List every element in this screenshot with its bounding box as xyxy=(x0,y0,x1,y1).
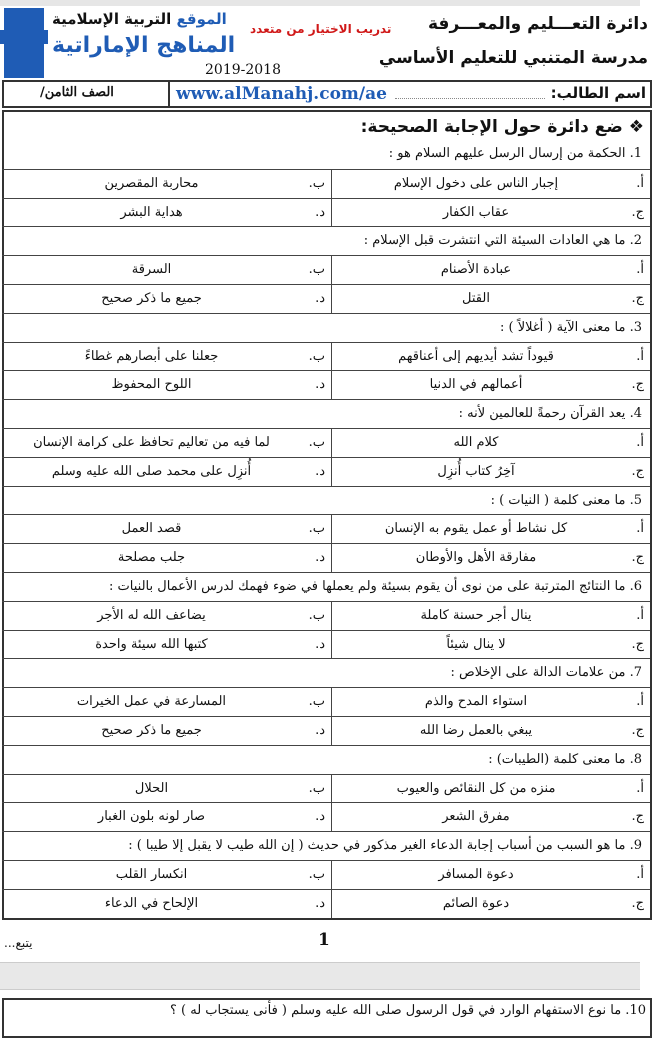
option-2[interactable] xyxy=(2,515,331,543)
option-letter: أ. xyxy=(636,348,644,364)
option-text: إجبار الناس على دخول الإسلام xyxy=(393,175,559,191)
option-4[interactable] xyxy=(2,371,331,399)
question-text: ما معنى الآية ( أغلالاً ) : xyxy=(500,319,626,335)
option-text: قصد العمل xyxy=(121,521,182,537)
option-letter: د. xyxy=(315,204,325,220)
option-text: هداية البشر xyxy=(120,204,183,220)
options-row xyxy=(2,370,650,399)
options-row xyxy=(2,774,650,803)
option-3[interactable] xyxy=(331,371,650,399)
option-text: كتبها الله سيئة واحدة xyxy=(95,636,208,652)
question-number: 5. xyxy=(629,492,642,508)
option-3[interactable] xyxy=(331,803,650,831)
option-letter: ج. xyxy=(631,291,644,306)
options-row xyxy=(2,514,650,543)
option-text: الحلال xyxy=(134,780,169,796)
option-text: منزه من كل النقائص والعيوب xyxy=(396,780,556,796)
option-4[interactable] xyxy=(2,458,331,486)
option-letter: ب. xyxy=(308,262,325,278)
option-letter: أ. xyxy=(636,694,644,710)
instruction-title: ❖ ضع دائرة حول الإجابة الصحيحة: xyxy=(360,117,644,137)
organization-name: دائرة التعـــليم والمعـــرفة xyxy=(428,14,648,34)
student-name-label: اسم الطالب: xyxy=(550,84,646,102)
option-text: كل نشاط أو عمل يقوم به الإنسان xyxy=(384,521,568,537)
option-letter: ب. xyxy=(308,607,325,623)
grade-label: الصف الثامن/ xyxy=(40,85,114,100)
option-2[interactable] xyxy=(2,688,331,716)
option-letter: أ. xyxy=(636,780,644,796)
option-letter: أ. xyxy=(636,867,644,882)
option-3[interactable] xyxy=(331,544,650,572)
option-letter: أ. xyxy=(636,262,644,278)
watermark-logo-bar xyxy=(0,30,48,44)
page-number: 1 xyxy=(318,930,330,950)
option-2[interactable] xyxy=(2,775,331,803)
options-row xyxy=(2,630,650,659)
option-text: مفارقة الأهل والأوطان xyxy=(415,550,537,566)
option-1[interactable] xyxy=(331,515,650,543)
option-2[interactable] xyxy=(2,256,331,284)
option-text: السرقة xyxy=(131,262,172,278)
question-text: ما معنى كلمة (الطيبات) : xyxy=(488,751,626,767)
option-1[interactable] xyxy=(331,688,650,716)
question-text: ما معنى كلمة ( النيات ) : xyxy=(490,492,626,508)
option-text: عبادة الأصنام xyxy=(440,262,512,278)
option-3[interactable] xyxy=(331,199,650,227)
watermark-url-link[interactable]: www.alManahj.com/ae xyxy=(176,84,387,104)
option-2[interactable] xyxy=(2,429,331,457)
options-row xyxy=(2,601,650,630)
option-letter: ب. xyxy=(308,175,325,191)
option-letter: د. xyxy=(315,550,325,566)
exam-subtitle: تدريب الاختيار من متعدد xyxy=(250,22,392,36)
options-row xyxy=(2,860,650,889)
question-1 xyxy=(2,140,650,169)
option-letter: ب. xyxy=(308,435,325,450)
option-text: عقاب الكفار xyxy=(442,204,510,220)
option-1[interactable] xyxy=(331,775,650,803)
option-3[interactable] xyxy=(331,285,650,313)
option-text: أُنزِل على محمد صلى الله عليه وسلم xyxy=(51,463,252,479)
watermark-site-title xyxy=(52,10,227,28)
option-text: مفرق الشعر xyxy=(442,809,510,825)
question-text: من علامات الدالة على الإخلاص : xyxy=(450,665,626,681)
option-letter: أ. xyxy=(636,607,644,623)
options-row xyxy=(2,342,650,371)
option-2[interactable] xyxy=(2,602,331,630)
academic-year: 2019-2018 xyxy=(205,62,281,78)
option-letter: ج. xyxy=(631,204,644,220)
option-letter: أ. xyxy=(636,521,644,537)
option-1[interactable] xyxy=(331,861,650,889)
option-letter: د. xyxy=(315,291,325,306)
question-text: الحكمة من إرسال الرسل عليهم السلام هو : xyxy=(388,146,626,161)
option-text: لا ينال شيئاً xyxy=(446,636,506,652)
option-1[interactable] xyxy=(331,170,650,198)
option-text: جلب مصلحة xyxy=(117,550,186,566)
options-row xyxy=(2,284,650,313)
question-number: 8. xyxy=(629,751,642,767)
options-row xyxy=(2,457,650,486)
option-letter: د. xyxy=(315,463,325,479)
watermark-site-b: التربية الإسلامية xyxy=(52,10,172,28)
option-3[interactable] xyxy=(331,890,650,918)
option-letter: ب. xyxy=(308,694,325,710)
question-number: 6. xyxy=(629,579,642,594)
option-letter: ج. xyxy=(631,895,644,911)
option-letter: ب. xyxy=(308,867,325,882)
question-number: 7. xyxy=(629,665,642,681)
option-letter: ج. xyxy=(631,809,644,825)
question-text: يعد القرآن رحمةً للعالمين لأنه : xyxy=(458,406,626,422)
option-text: يضاعف الله له الأجر xyxy=(97,607,206,623)
question-2 xyxy=(2,226,650,255)
option-4[interactable] xyxy=(2,717,331,745)
option-4[interactable] xyxy=(2,803,331,831)
option-text: صار لونه بلون الغبار xyxy=(97,809,206,825)
student-info-divider xyxy=(168,80,170,108)
question-number: 2. xyxy=(629,233,642,249)
option-letter: ب. xyxy=(308,348,325,364)
option-1[interactable] xyxy=(331,429,650,457)
options-row xyxy=(2,428,650,457)
option-text: أعمالهم في الدنيا xyxy=(429,377,523,393)
question-8 xyxy=(2,745,650,774)
option-letter: ج. xyxy=(631,550,644,566)
option-text: قيوداً تشد أيديهم إلى أعناقهم xyxy=(398,348,554,364)
option-text: جميع ما ذكر صحيح xyxy=(101,723,202,738)
question-number: 4. xyxy=(629,406,642,422)
option-letter: د. xyxy=(315,895,325,911)
option-letter: د. xyxy=(315,636,325,652)
option-text: استواء المدح والذم xyxy=(424,694,528,710)
options-row xyxy=(2,543,650,572)
question-10: 10. ما نوع الاستفهام الوارد في قول الرسول صلى الله عليه وسلم ( فأنى يستجاب له ) ؟ xyxy=(170,1003,646,1018)
option-3[interactable] xyxy=(331,458,650,486)
option-letter: أ. xyxy=(636,435,644,450)
option-4[interactable] xyxy=(2,544,331,572)
option-letter: ب. xyxy=(308,780,325,796)
option-1[interactable] xyxy=(331,256,650,284)
options-row xyxy=(2,802,650,831)
option-4[interactable] xyxy=(2,631,331,659)
option-letter: ب. xyxy=(308,521,325,537)
question-5 xyxy=(2,486,650,515)
option-text: يبغي بالعمل رضا الله xyxy=(419,723,533,738)
question-4 xyxy=(2,399,650,428)
option-4[interactable] xyxy=(2,199,331,227)
option-letter: ج. xyxy=(631,377,644,393)
options-row xyxy=(2,198,650,227)
option-text: جعلنا على أبصارهم غطاءً xyxy=(84,348,219,364)
watermark-site-a: الموقع xyxy=(176,10,227,28)
option-letter: ج. xyxy=(631,723,644,738)
option-text: كلام الله xyxy=(453,435,499,450)
option-letter: ج. xyxy=(631,463,644,479)
question-text: ما هو السبب من أسباب إجابة الدعاء الغير مذكور في حديث ( إن الله طيب لا يقبل إلا طيبا ) : xyxy=(128,838,626,854)
question-7 xyxy=(2,658,650,687)
option-letter: د. xyxy=(315,809,325,825)
viewer-top-bar xyxy=(0,0,640,6)
question-number: 3. xyxy=(629,319,642,335)
page-separator xyxy=(0,962,640,990)
options-row xyxy=(2,716,650,745)
continue-note: يتبع... xyxy=(4,936,33,950)
question-text: ما النتائج المترتبة على من نوى أن يقوم بسيئة ولم يعملها في ضوء فهمك لدرس الأعمال بالنيات : xyxy=(109,579,626,594)
question-3 xyxy=(2,313,650,342)
option-text: دعوة الصائم xyxy=(442,895,510,911)
options-row xyxy=(2,169,650,198)
option-text: آخِرُ كتاب أُنزِل xyxy=(437,463,515,479)
option-3[interactable] xyxy=(331,717,650,745)
option-text: محاربة المقصرين xyxy=(104,175,199,191)
option-3[interactable] xyxy=(331,631,650,659)
option-letter: ج. xyxy=(631,636,644,652)
option-text: دعوة المسافر xyxy=(438,867,514,882)
option-text: انكسار القلب xyxy=(115,867,188,882)
option-text: ينال أجر حسنة كاملة xyxy=(420,607,532,623)
option-letter: د. xyxy=(315,723,325,738)
option-2[interactable] xyxy=(2,343,331,371)
option-1[interactable] xyxy=(331,343,650,371)
option-letter: أ. xyxy=(636,175,644,191)
option-text: جميع ما ذكر صحيح xyxy=(101,291,202,306)
option-2[interactable] xyxy=(2,861,331,889)
option-4[interactable] xyxy=(2,285,331,313)
student-name-line[interactable] xyxy=(395,98,545,99)
question-number: 1. xyxy=(629,146,642,161)
option-4[interactable] xyxy=(2,890,331,918)
question-6 xyxy=(2,572,650,601)
school-name: مدرسة المتنبي للتعليم الأساسي xyxy=(378,48,648,68)
options-row xyxy=(2,255,650,284)
question-9 xyxy=(2,831,650,860)
option-text: الإلحاح في الدعاء xyxy=(104,895,199,911)
option-letter: د. xyxy=(315,377,325,393)
option-text: لما فيه من تعاليم تحافظ على كرامة الإنسان xyxy=(33,435,270,450)
option-2[interactable] xyxy=(2,170,331,198)
question-text: ما هي العادات السيئة التي انتشرت قبل الإسلام : xyxy=(363,233,626,249)
option-text: اللوح المحفوظ xyxy=(111,377,192,393)
option-text: المسارعة في عمل الخيرات xyxy=(76,694,227,710)
watermark-brand: المناهج الإماراتية xyxy=(52,33,236,58)
options-row xyxy=(2,889,650,918)
option-text: القتل xyxy=(462,291,490,306)
question-number: 9. xyxy=(629,838,642,854)
options-row xyxy=(2,687,650,716)
option-1[interactable] xyxy=(331,602,650,630)
